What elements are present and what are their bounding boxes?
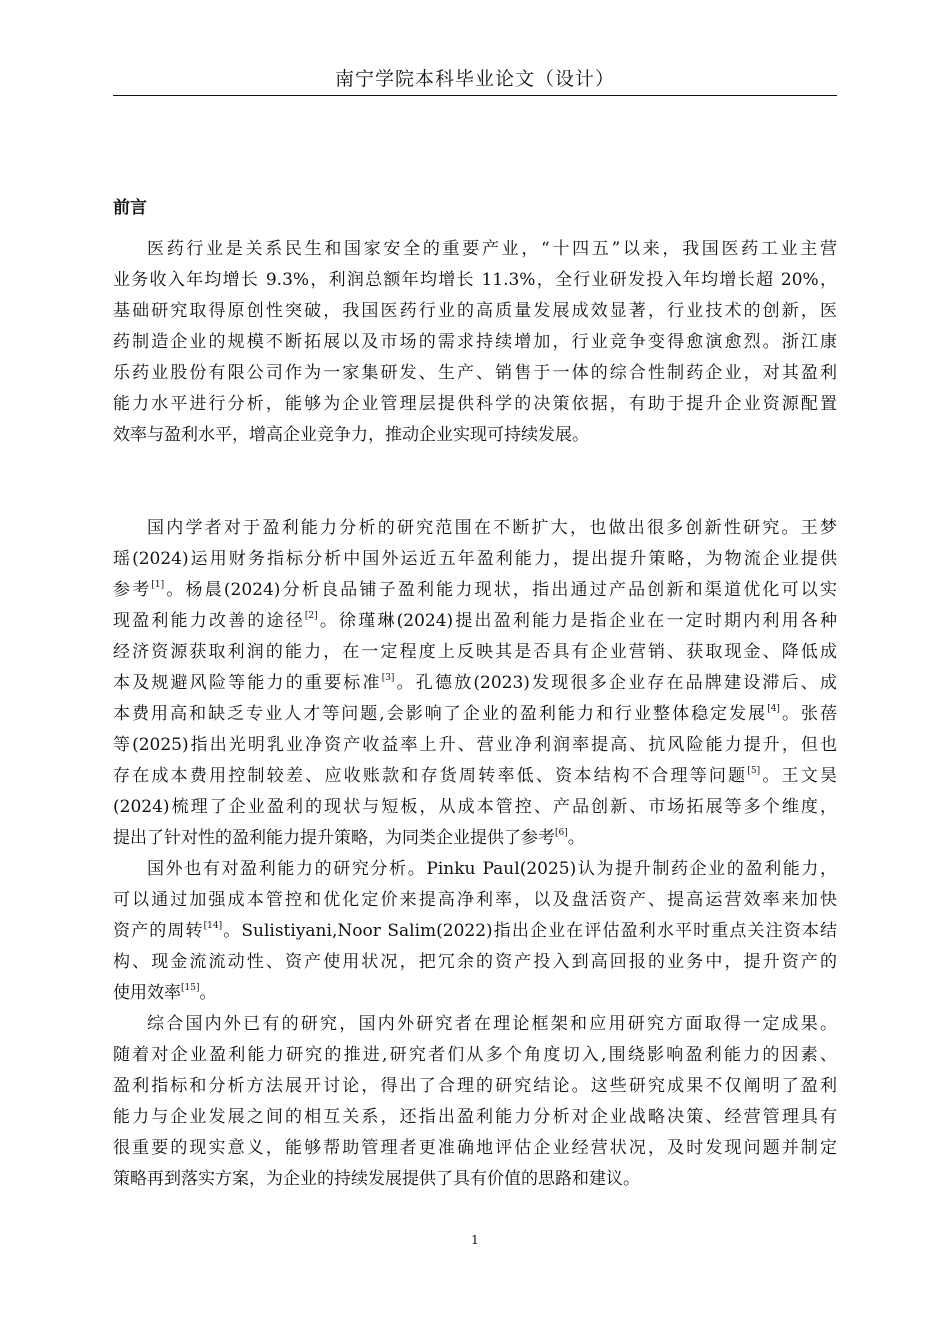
line-text: 能力水平进行分析，能够为企业管理层提供科学的决策依据，有助于提升企业资源配置 — [113, 394, 837, 414]
line-text: 瑶(2024)运用财务指标分析中国外运近五年盈利能力，提出提升策略，为物流企业提供 — [113, 549, 837, 569]
line-text: 国内学者对于盈利能力分析的研究范围在不断扩大，也做出很多创新性研究。王梦 — [147, 518, 837, 538]
text-line — [113, 327, 837, 358]
text-line — [113, 265, 837, 296]
line-text: 国外也有对盈利能力的研究分析。Pinku Paul(2025)认为提升制药企业的盈利能力， — [147, 859, 837, 879]
line-text-continued: 。王文昊 — [760, 766, 837, 786]
text-line — [113, 389, 837, 420]
header-divider — [113, 95, 837, 96]
text-line — [113, 1133, 837, 1164]
line-text: 可以通过加强成本管控和优化定价来提高净利率，以及盘活资产、提高运营效率来加快 — [113, 890, 837, 910]
line-text: 业务收入年均增长 9.3%，利润总额年均增长 11.3%，全行业研发投入年均增长超 20%， — [113, 270, 837, 290]
text-line — [113, 637, 837, 668]
citation-marker: [15] — [181, 983, 200, 993]
line-text: 资产的周转 — [113, 921, 204, 941]
citation-marker: [14] — [203, 921, 223, 931]
line-text: 本费用高和缺乏专业人才等问题,会影响了企业的盈利能力和行业整体稳定发展 — [113, 704, 768, 724]
text-line — [113, 1009, 837, 1040]
line-text-continued: 。杨晨(2024)分析良品铺子盈利能力现状，指出通过产品创新和渠道优化可以实 — [164, 580, 837, 600]
text-line — [113, 761, 837, 792]
page-number: 1 — [471, 1233, 479, 1247]
text-line — [113, 575, 837, 606]
text-line — [113, 544, 837, 575]
line-text: 使用效率 — [113, 983, 181, 1003]
line-text: 乐药业股份有限公司作为一家集研发、生产、销售于一体的综合性制药企业，对其盈利 — [113, 363, 837, 383]
line-text: 构、现金流流动性、资产使用状况，把冗余的资产投入到高回报的业务中，提升资产的 — [113, 952, 837, 972]
line-text: 现盈利能力改善的途径 — [113, 611, 305, 631]
text-line — [113, 978, 837, 1009]
line-text: 很重要的现实意义，能够帮助管理者更准确地评估企业经营状况，及时发现问题并制定 — [113, 1138, 837, 1158]
line-text: 等(2025)指出光明乳业净资产收益率上升、营业净利润率提高、抗风险能力提升，但也 — [113, 735, 837, 755]
line-text: 医药行业是关系民生和国家安全的重要产业，“十四五”以来，我国医药工业主营 — [147, 239, 837, 259]
line-text-continued: 。孔德放(2023)发现很多企业存在品牌建设滞后、成 — [394, 673, 837, 693]
text-line — [113, 699, 837, 730]
line-text: (2024)梳理了企业盈利的现状与短板，从成本管控、产品创新、市场拓展等多个维度， — [113, 797, 837, 817]
citation-marker: [5] — [747, 766, 761, 776]
citation-marker: [6] — [555, 828, 568, 838]
text-line — [113, 296, 837, 327]
line-text: 能力与企业发展之间的相互关系，还指出盈利能力分析对企业战略决策、经营管理具有 — [113, 1107, 837, 1127]
citation-marker: [3] — [381, 673, 395, 683]
paragraph-intro — [113, 234, 837, 451]
citation-marker: [2] — [304, 611, 318, 621]
text-line — [113, 916, 837, 947]
line-text: 基础研究取得原创性突破，我国医药行业的高质量发展成效显著，行业技术的创新，医 — [113, 301, 837, 321]
line-text-continued: 。张蓓 — [779, 704, 837, 724]
text-line — [113, 668, 837, 699]
line-text: 策略再到落实方案，为企业的持续发展提供了具有价值的思路和建议。 — [113, 1169, 640, 1189]
document-header-title: 南宁学院本科毕业论文（设计） — [334, 68, 615, 90]
text-line — [113, 885, 837, 916]
line-text: 随着对企业盈利能力研究的推进,研究者们从多个角度切入,围绕影响盈利能力的因素、 — [113, 1045, 837, 1065]
line-text: 效率与盈利水平，增高企业竞争力，推动企业实现可持续发展。 — [113, 425, 589, 445]
text-line — [113, 1071, 837, 1102]
text-line — [113, 234, 837, 265]
text-line — [113, 1102, 837, 1133]
line-text: 存在成本费用控制较差、应收账款和存货周转率低、资本结构不合理等问题 — [113, 766, 748, 786]
line-text: 药制造企业的规模不断拓展以及市场的需求持续增加，行业竞争变得愈演愈烈。浙江康 — [113, 332, 837, 352]
text-line — [113, 730, 837, 761]
text-line — [113, 792, 837, 823]
text-line — [113, 420, 837, 451]
line-text: 综合国内外已有的研究，国内外研究者在理论框架和应用研究方面取得一定成果。 — [147, 1014, 837, 1034]
line-text: 经济资源获取利润的能力，在一定程度上反映其是否具有企业营销、获取现金、降低成 — [113, 642, 837, 662]
text-line — [113, 823, 837, 854]
line-text: 盈利指标和分析方法展开讨论，得出了合理的研究结论。这些研究成果不仅阐明了盈利 — [113, 1076, 837, 1096]
text-line — [113, 358, 837, 389]
line-text: 提出了针对性的盈利能力提升策略，为同类企业提供了参考 — [113, 828, 555, 848]
line-text-continued: 。 — [567, 828, 585, 848]
line-text: 参考 — [113, 580, 152, 600]
paragraph-domestic-research — [113, 513, 837, 854]
citation-marker: [1] — [151, 580, 165, 590]
text-line — [113, 854, 837, 885]
paragraph-summary — [113, 1009, 837, 1195]
line-text-continued: 。 — [199, 983, 217, 1003]
text-line — [113, 606, 837, 637]
text-line — [113, 1164, 837, 1195]
citation-marker: [4] — [767, 704, 780, 714]
text-line — [113, 947, 837, 978]
paragraph-foreign-research — [113, 854, 837, 1009]
line-text: 本及规避风险等能力的重要标准 — [113, 673, 382, 693]
line-text-continued: 。Sulistiyani,Noor Salim(2022)指出企业在评估盈利水平时重点关注资本结 — [222, 921, 837, 941]
section-title: 前言 — [113, 198, 147, 218]
line-text-continued: 。徐瑾琳(2024)提出盈利能力是指企业在一定时期内利用各种 — [317, 611, 837, 631]
text-line — [113, 513, 837, 544]
text-line — [113, 1040, 837, 1071]
